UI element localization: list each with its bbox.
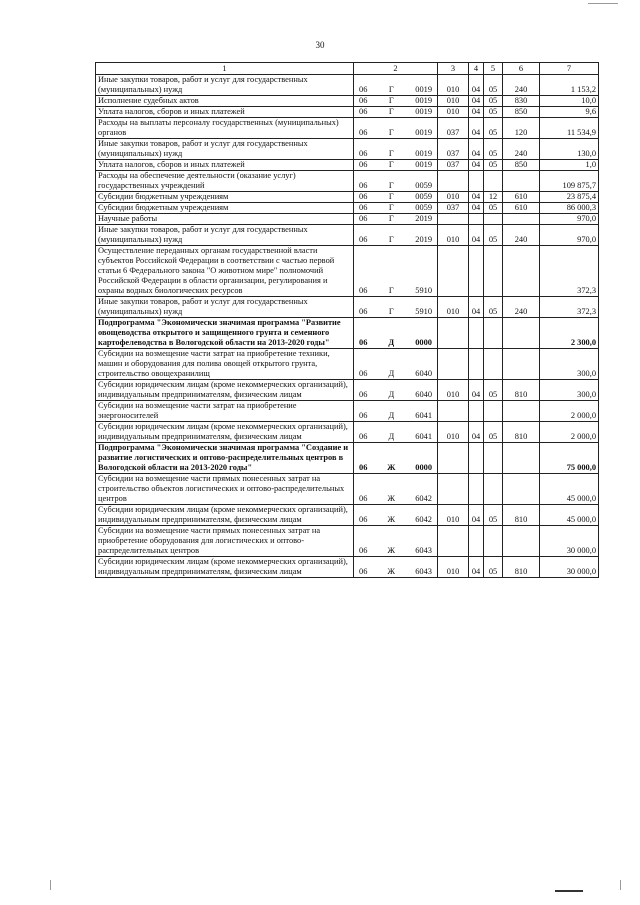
row-col-4: 04 <box>469 192 484 203</box>
row-code-c: 2019 <box>415 235 432 244</box>
row-col-5: 05 <box>484 107 503 118</box>
row-col-3: 010 <box>438 557 469 578</box>
row-col-4 <box>469 443 484 474</box>
row-col-6: 610 <box>503 203 540 214</box>
row-col-4: 04 <box>469 139 484 160</box>
row-col-3 <box>438 318 469 349</box>
row-col-4: 04 <box>469 380 484 401</box>
row-code-b: Ж <box>387 463 396 472</box>
row-code-a: 06 <box>359 85 368 94</box>
row-name: Иные закупки товаров, работ и услуг для государственных (муниципальных) нужд <box>96 75 354 96</box>
table-row <box>96 557 599 578</box>
scan-mark <box>555 890 583 892</box>
row-amount: 2 000,0 <box>540 401 599 422</box>
row-col-6: 120 <box>503 118 540 139</box>
scan-mark <box>588 3 618 4</box>
row-col-5: 05 <box>484 139 503 160</box>
row-amount: 11 534,9 <box>540 118 599 139</box>
row-amount: 30 000,0 <box>540 557 599 578</box>
row-col-6 <box>503 401 540 422</box>
row-code-a: 06 <box>359 160 368 169</box>
row-col-4: 04 <box>469 203 484 214</box>
row-col-3: 010 <box>438 107 469 118</box>
row-amount: 9,6 <box>540 107 599 118</box>
table-row <box>96 422 599 443</box>
row-code-a: 06 <box>359 432 368 441</box>
row-col-6: 830 <box>503 96 540 107</box>
table-row <box>96 192 599 203</box>
row-code-cell <box>354 139 438 160</box>
row-col-4: 04 <box>469 422 484 443</box>
row-name: Исполнение судебных актов <box>96 96 354 107</box>
row-amount: 23 875,4 <box>540 192 599 203</box>
row-code-a: 06 <box>359 181 368 190</box>
row-code-cell <box>354 318 438 349</box>
row-code-b: Ж <box>387 515 396 524</box>
row-col-4 <box>469 401 484 422</box>
row-col-3 <box>438 214 469 225</box>
row-code-b: Д <box>388 390 395 399</box>
row-code-c: 0019 <box>415 149 432 158</box>
row-code-cell <box>354 214 438 225</box>
row-code-cell <box>354 160 438 171</box>
row-code-a: 06 <box>359 515 368 524</box>
row-col-3: 010 <box>438 192 469 203</box>
row-code-cell <box>354 75 438 96</box>
row-code-b: Ж <box>387 567 396 576</box>
row-amount: 75 000,0 <box>540 443 599 474</box>
row-name: Расходы на обеспечение деятельности (оказание услуг) государственных учреждений <box>96 171 354 192</box>
row-amount: 86 000,3 <box>540 203 599 214</box>
row-code-cell <box>354 171 438 192</box>
row-col-5: 05 <box>484 422 503 443</box>
row-name: Субсидии юридическим лицам (кроме некоммерческих организаций), индивидуальным предпринимателям, физическим лицам <box>96 380 354 401</box>
row-code-c: 6040 <box>415 390 432 399</box>
row-amount: 130,0 <box>540 139 599 160</box>
row-code-b: Г <box>388 214 394 223</box>
row-col-3: 010 <box>438 380 469 401</box>
row-code-c: 0000 <box>415 338 432 347</box>
table-row <box>96 318 599 349</box>
scan-mark <box>620 880 621 890</box>
row-col-5 <box>484 246 503 297</box>
row-col-3: 010 <box>438 297 469 318</box>
row-name: Расходы на выплаты персоналу государственных (муниципальных) органов <box>96 118 354 139</box>
table-row <box>96 96 599 107</box>
row-amount: 45 000,0 <box>540 474 599 505</box>
row-amount: 970,0 <box>540 214 599 225</box>
table-row <box>96 380 599 401</box>
row-code-a: 06 <box>359 369 368 378</box>
row-col-4: 04 <box>469 107 484 118</box>
row-name: Осуществление переданных органам государственной власти субъектов Российской Федерации в соответствии с частью первой статьи 6 Федерального закона "О животном мире" полномочий Российской Федерации в области организации, регулирования и охраны водных биологических ресурсов <box>96 246 354 297</box>
table-row <box>96 118 599 139</box>
row-col-4: 04 <box>469 297 484 318</box>
row-name: Подпрограмма "Экономически значимая программа "Развитие овощеводства открытого и защищенного грунта и семенного картофелеводства в Вологодской области на 2013-2020 годы" <box>96 318 354 349</box>
header-cell-6: 6 <box>503 63 540 75</box>
row-code-cell <box>354 401 438 422</box>
row-code-c: 0019 <box>415 160 432 169</box>
row-col-6: 610 <box>503 192 540 203</box>
table-row <box>96 443 599 474</box>
row-col-4: 04 <box>469 118 484 139</box>
row-col-6 <box>503 526 540 557</box>
row-name: Субсидии бюджетным учреждениям <box>96 203 354 214</box>
row-col-5: 05 <box>484 557 503 578</box>
row-col-6 <box>503 349 540 380</box>
row-code-cell <box>354 526 438 557</box>
row-code-b: Д <box>388 411 395 420</box>
row-col-5 <box>484 401 503 422</box>
row-name: Иные закупки товаров, работ и услуг для государственных (муниципальных) нужд <box>96 225 354 246</box>
row-name: Иные закупки товаров, работ и услуг для государственных (муниципальных) нужд <box>96 139 354 160</box>
row-amount: 372,3 <box>540 297 599 318</box>
row-col-6 <box>503 214 540 225</box>
row-col-3 <box>438 171 469 192</box>
row-code-cell <box>354 297 438 318</box>
row-col-6: 850 <box>503 107 540 118</box>
row-code-b: Г <box>388 192 394 201</box>
row-code-b: Д <box>388 338 395 347</box>
row-col-6: 240 <box>503 297 540 318</box>
row-code-b: Г <box>388 96 394 105</box>
row-col-6 <box>503 171 540 192</box>
row-col-5 <box>484 318 503 349</box>
row-code-cell <box>354 96 438 107</box>
row-amount: 300,0 <box>540 349 599 380</box>
row-code-c: 0059 <box>415 192 432 201</box>
table-row <box>96 171 599 192</box>
row-code-c: 0019 <box>415 107 432 116</box>
row-col-5: 05 <box>484 225 503 246</box>
row-code-cell <box>354 474 438 505</box>
row-col-6 <box>503 246 540 297</box>
row-code-b: Ж <box>387 494 396 503</box>
row-code-a: 06 <box>359 494 368 503</box>
row-col-5 <box>484 349 503 380</box>
row-col-6 <box>503 318 540 349</box>
row-col-3: 037 <box>438 203 469 214</box>
row-code-c: 0019 <box>415 128 432 137</box>
row-name: Иные закупки товаров, работ и услуг для государственных (муниципальных) нужд <box>96 297 354 318</box>
row-amount: 300,0 <box>540 380 599 401</box>
row-col-5 <box>484 171 503 192</box>
row-name: Субсидии на возмещение части затрат на приобретение энергоносителей <box>96 401 354 422</box>
row-code-c: 0059 <box>415 203 432 212</box>
row-amount: 372,3 <box>540 246 599 297</box>
row-col-6: 810 <box>503 380 540 401</box>
table-row <box>96 139 599 160</box>
row-code-c: 6040 <box>415 369 432 378</box>
row-code-b: Г <box>388 85 394 94</box>
row-name: Субсидии на возмещение части прямых понесенных затрат на приобретение оборудования для логистических и оптово-распределительных центров <box>96 526 354 557</box>
table-row <box>96 349 599 380</box>
row-code-a: 06 <box>359 214 368 223</box>
row-code-cell <box>354 107 438 118</box>
row-col-4 <box>469 214 484 225</box>
row-col-6: 810 <box>503 557 540 578</box>
row-col-3: 010 <box>438 96 469 107</box>
row-amount: 10,0 <box>540 96 599 107</box>
header-cell-3: 3 <box>438 63 469 75</box>
row-code-cell <box>354 557 438 578</box>
row-code-a: 06 <box>359 286 368 295</box>
table-row <box>96 107 599 118</box>
row-col-4 <box>469 526 484 557</box>
row-col-5: 12 <box>484 192 503 203</box>
row-amount: 45 000,0 <box>540 505 599 526</box>
row-col-3 <box>438 474 469 505</box>
row-code-c: 0059 <box>415 181 432 190</box>
row-code-a: 06 <box>359 235 368 244</box>
row-code-b: Д <box>388 432 395 441</box>
row-col-5: 05 <box>484 203 503 214</box>
row-name: Уплата налогов, сборов и иных платежей <box>96 160 354 171</box>
row-col-4 <box>469 349 484 380</box>
row-code-b: Г <box>388 160 394 169</box>
row-col-3 <box>438 246 469 297</box>
row-code-c: 6042 <box>415 494 432 503</box>
row-amount: 2 000,0 <box>540 422 599 443</box>
row-code-cell <box>354 422 438 443</box>
row-code-c: 6041 <box>415 432 432 441</box>
row-code-a: 06 <box>359 128 368 137</box>
scan-mark <box>50 880 51 890</box>
row-col-3: 010 <box>438 225 469 246</box>
row-col-4: 04 <box>469 225 484 246</box>
row-col-4: 04 <box>469 96 484 107</box>
row-code-cell <box>354 118 438 139</box>
row-code-c: 0000 <box>415 463 432 472</box>
row-name: Субсидии на возмещение части затрат на приобретение техники, машин и оборудования для полива овощей открытого грунта, строительство овощехранилищ <box>96 349 354 380</box>
row-col-4: 04 <box>469 505 484 526</box>
row-code-a: 06 <box>359 203 368 212</box>
row-code-c: 0019 <box>415 96 432 105</box>
row-col-5: 05 <box>484 118 503 139</box>
row-name: Субсидии бюджетным учреждениям <box>96 192 354 203</box>
row-code-b: Г <box>388 235 394 244</box>
row-name: Субсидии на возмещение части прямых понесенных затрат на строительство объектов логистических и оптово-распределительных центров <box>96 474 354 505</box>
table-header-row <box>96 63 599 75</box>
row-col-3 <box>438 526 469 557</box>
row-code-b: Г <box>388 128 394 137</box>
row-col-5 <box>484 443 503 474</box>
row-code-c: 5910 <box>415 307 432 316</box>
row-code-b: Д <box>388 369 395 378</box>
table-row <box>96 160 599 171</box>
row-col-3 <box>438 401 469 422</box>
row-col-6: 850 <box>503 160 540 171</box>
row-code-a: 06 <box>359 411 368 420</box>
row-code-b: Г <box>388 149 394 158</box>
row-code-b: Г <box>388 181 394 190</box>
table-row <box>96 526 599 557</box>
table-row <box>96 203 599 214</box>
table-row <box>96 246 599 297</box>
row-col-3: 010 <box>438 422 469 443</box>
row-name: Субсидии юридическим лицам (кроме некоммерческих организаций), индивидуальным предпринимателям, физическим лицам <box>96 505 354 526</box>
row-code-b: Г <box>388 286 394 295</box>
row-col-6: 810 <box>503 422 540 443</box>
row-name: Уплата налогов, сборов и иных платежей <box>96 107 354 118</box>
row-code-b: Г <box>388 203 394 212</box>
row-amount: 970,0 <box>540 225 599 246</box>
header-cell-7: 7 <box>540 63 599 75</box>
row-code-c: 5910 <box>415 286 432 295</box>
table-row <box>96 505 599 526</box>
row-code-c: 6042 <box>415 515 432 524</box>
row-code-a: 06 <box>359 96 368 105</box>
row-name: Научные работы <box>96 214 354 225</box>
row-col-5 <box>484 214 503 225</box>
row-col-3: 037 <box>438 160 469 171</box>
row-col-4 <box>469 318 484 349</box>
row-name: Субсидии юридическим лицам (кроме некоммерческих организаций), индивидуальным предпринимателям, физическим лицам <box>96 557 354 578</box>
row-col-4 <box>469 246 484 297</box>
row-col-3: 010 <box>438 505 469 526</box>
row-code-b: Г <box>388 107 394 116</box>
row-col-6: 810 <box>503 505 540 526</box>
header-cell-5: 5 <box>484 63 503 75</box>
row-col-6: 240 <box>503 225 540 246</box>
row-col-4: 04 <box>469 75 484 96</box>
row-col-6 <box>503 474 540 505</box>
row-code-a: 06 <box>359 107 368 116</box>
row-col-4: 04 <box>469 557 484 578</box>
row-col-3: 037 <box>438 118 469 139</box>
row-name: Подпрограмма "Экономически значимая программа "Создание и развитие логистических и оптово-распределительных центров в Вологодской области на 2013-2020 годы" <box>96 443 354 474</box>
row-code-b: Ж <box>387 546 396 555</box>
row-code-c: 0019 <box>415 85 432 94</box>
row-code-a: 06 <box>359 192 368 201</box>
row-name: Субсидии юридическим лицам (кроме некоммерческих организаций), индивидуальным предпринимателям, физическим лицам <box>96 422 354 443</box>
header-cell-1: 1 <box>96 63 354 75</box>
row-code-cell <box>354 225 438 246</box>
row-code-cell <box>354 246 438 297</box>
row-col-5: 05 <box>484 380 503 401</box>
row-code-a: 06 <box>359 546 368 555</box>
row-code-a: 06 <box>359 463 368 472</box>
row-code-c: 2019 <box>415 214 432 223</box>
row-amount: 1,0 <box>540 160 599 171</box>
row-col-3 <box>438 443 469 474</box>
row-code-cell <box>354 203 438 214</box>
row-code-cell <box>354 192 438 203</box>
row-amount: 2 300,0 <box>540 318 599 349</box>
row-col-6: 240 <box>503 139 540 160</box>
row-col-5: 05 <box>484 75 503 96</box>
table-row <box>96 225 599 246</box>
row-code-cell <box>354 380 438 401</box>
row-code-c: 6043 <box>415 546 432 555</box>
row-code-a: 06 <box>359 149 368 158</box>
row-code-cell <box>354 505 438 526</box>
row-col-3 <box>438 349 469 380</box>
row-col-5: 05 <box>484 160 503 171</box>
table-row <box>96 401 599 422</box>
table-row <box>96 214 599 225</box>
row-col-5 <box>484 474 503 505</box>
row-col-6: 240 <box>503 75 540 96</box>
row-amount: 30 000,0 <box>540 526 599 557</box>
row-col-3: 037 <box>438 139 469 160</box>
row-code-c: 6041 <box>415 411 432 420</box>
row-col-4 <box>469 474 484 505</box>
table-row <box>96 75 599 96</box>
page-number: 30 <box>315 40 325 50</box>
row-col-4 <box>469 171 484 192</box>
row-col-5: 05 <box>484 505 503 526</box>
row-code-a: 06 <box>359 567 368 576</box>
row-code-cell <box>354 443 438 474</box>
budget-table <box>95 62 599 578</box>
row-code-a: 06 <box>359 338 368 347</box>
row-col-5: 05 <box>484 297 503 318</box>
header-cell-4: 4 <box>469 63 484 75</box>
row-col-5: 05 <box>484 96 503 107</box>
header-cell-2: 2 <box>354 63 438 75</box>
table-row <box>96 297 599 318</box>
row-amount: 1 153,2 <box>540 75 599 96</box>
row-code-b: Г <box>388 307 394 316</box>
row-col-4: 04 <box>469 160 484 171</box>
row-code-a: 06 <box>359 390 368 399</box>
row-code-a: 06 <box>359 307 368 316</box>
table-row <box>96 474 599 505</box>
row-code-c: 6043 <box>415 567 432 576</box>
row-code-cell <box>354 349 438 380</box>
row-col-3: 010 <box>438 75 469 96</box>
row-amount: 109 875,7 <box>540 171 599 192</box>
row-col-5 <box>484 526 503 557</box>
row-col-6 <box>503 443 540 474</box>
